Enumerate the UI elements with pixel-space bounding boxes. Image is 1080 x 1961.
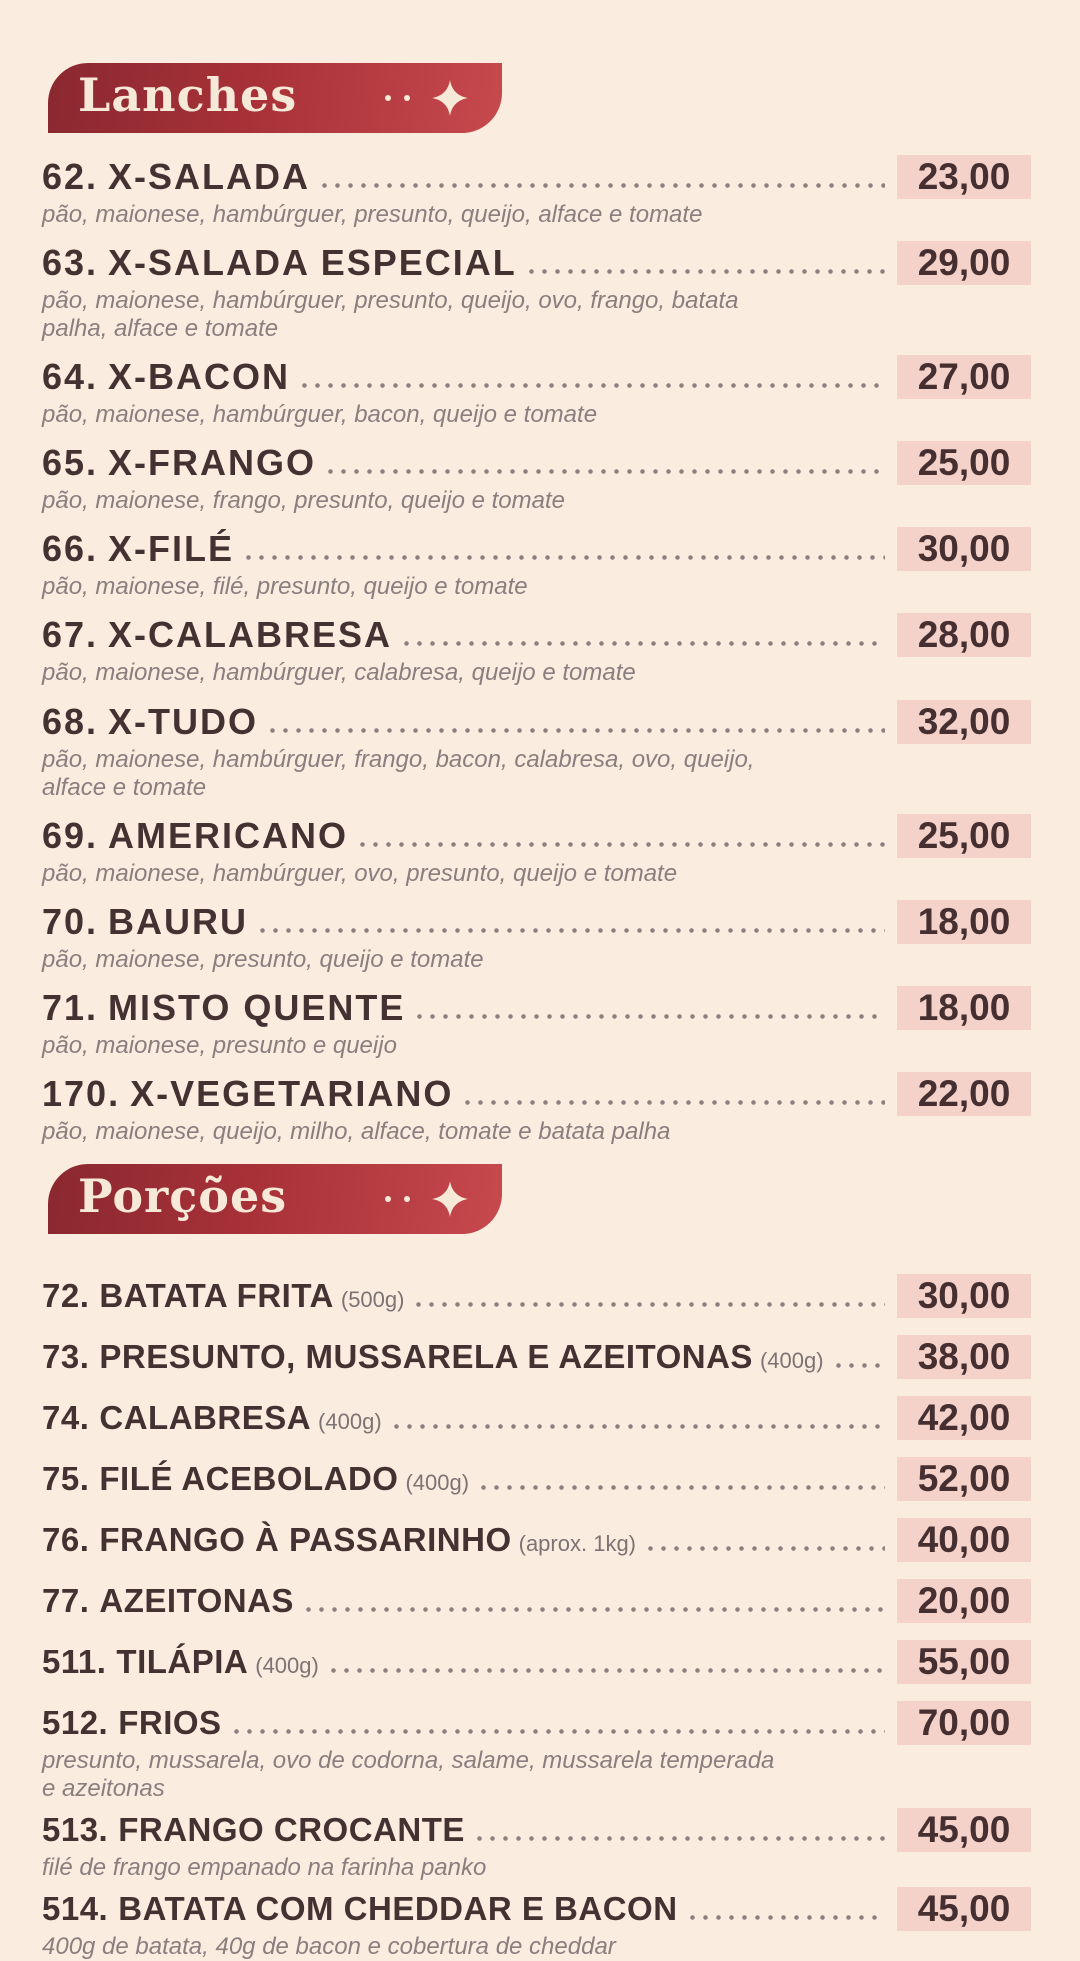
item-row	[42, 527, 1031, 571]
item-row	[42, 814, 1031, 858]
menu-item	[42, 1701, 1031, 1803]
sparkle-icon	[432, 80, 468, 116]
item-title	[42, 1643, 319, 1681]
dotted-leader	[525, 269, 885, 274]
price-badge: 38,00	[897, 1335, 1031, 1379]
item-number: 512.	[42, 1704, 109, 1742]
menu-item	[42, 441, 1031, 515]
item-title	[42, 1338, 824, 1376]
item-title	[42, 701, 258, 743]
item-description: pão, maionese, presunto e queijo	[42, 1031, 397, 1059]
section-title-porcoes: Porções	[78, 1169, 288, 1224]
price-badge: 22,00	[897, 1072, 1031, 1116]
item-number: 77.	[42, 1582, 90, 1620]
item-name: X-VEGETARIANO	[130, 1072, 454, 1114]
item-description: pão, maionese, filé, presunto, queijo e tomate	[42, 573, 528, 601]
item-row	[42, 355, 1031, 399]
item-title	[42, 1073, 453, 1115]
item-name: X-CALABRESA	[108, 614, 393, 656]
item-title	[42, 987, 405, 1029]
item-number: 76.	[42, 1521, 90, 1559]
item-description: pão, maionese, hambúrguer, calabresa, queijo e tomate	[42, 659, 636, 687]
item-row	[42, 1072, 1031, 1116]
item-number: 66.	[42, 528, 99, 570]
item-number: 67.	[42, 614, 99, 656]
price-badge: 30,00	[897, 1274, 1031, 1318]
item-name: X-SALADA	[108, 156, 311, 197]
item-name: BAURU	[108, 900, 249, 942]
dotted-leader	[256, 928, 885, 933]
item-number: 514.	[42, 1890, 109, 1928]
dotted-leader	[302, 1607, 885, 1612]
item-name: MISTO QUENTE	[108, 986, 406, 1028]
item-description: pão, maionese, presunto, queijo e tomate	[42, 945, 484, 973]
dotted-leader	[266, 728, 885, 733]
deco-dot-icon	[404, 95, 410, 101]
item-description: pão, maionese, hambúrguer, bacon, queijo e tomate	[42, 401, 598, 429]
section-title-lanches: Lanches	[78, 68, 298, 122]
menu-item	[42, 1579, 1031, 1623]
menu-item	[42, 700, 1031, 802]
menu-item	[42, 1808, 1031, 1882]
item-number: 70.	[42, 900, 99, 942]
item-title	[42, 528, 234, 570]
item-number: 68.	[42, 700, 99, 742]
item-title	[42, 901, 248, 943]
menu-item	[42, 986, 1031, 1060]
dotted-leader	[324, 469, 885, 474]
item-name: BATATA COM CHEDDAR E BACON	[118, 1890, 678, 1928]
item-title	[42, 442, 316, 484]
menu-item	[42, 355, 1031, 429]
item-row	[42, 1518, 1031, 1562]
item-title	[42, 1582, 294, 1620]
item-title	[42, 356, 290, 398]
item-name: AMERICANO	[108, 814, 349, 856]
item-name: X-SALADA ESPECIAL	[108, 242, 517, 284]
item-title	[42, 1521, 636, 1559]
menu-item	[42, 613, 1031, 687]
dotted-leader	[412, 1302, 885, 1307]
menu-item	[42, 1274, 1031, 1318]
item-weight-note: (400g)	[255, 1653, 319, 1679]
item-title	[42, 1890, 678, 1928]
item-number: 75.	[42, 1460, 90, 1498]
item-description: pão, maionese, hambúrguer, frango, bacon, calabresa, ovo, queijo, alface e tomate	[42, 745, 755, 801]
item-description: presunto, mussarela, ovo de codorna, salame, mussarela temperada e azeitonas	[42, 1747, 775, 1803]
item-name: X-BACON	[108, 356, 291, 398]
item-name: BATATA FRITA	[99, 1277, 334, 1315]
dotted-leader	[327, 1668, 885, 1673]
item-number: 513.	[42, 1811, 109, 1849]
price-badge: 45,00	[897, 1887, 1031, 1931]
item-row	[42, 1457, 1031, 1501]
menu-item	[42, 1887, 1031, 1961]
item-number: 63.	[42, 242, 99, 284]
dotted-leader	[644, 1546, 885, 1551]
item-name: PRESUNTO, MUSSARELA E AZEITONAS	[99, 1338, 753, 1376]
dotted-leader	[461, 1100, 885, 1105]
menu-item	[42, 1457, 1031, 1501]
dotted-leader	[832, 1363, 885, 1368]
menu-item	[42, 155, 1031, 229]
item-row	[42, 241, 1031, 285]
item-description: pão, maionese, hambúrguer, presunto, queijo, ovo, frango, batata palha, alface e tomate	[42, 287, 739, 343]
item-row	[42, 1335, 1031, 1379]
dotted-leader	[400, 641, 885, 646]
dotted-leader	[390, 1424, 885, 1429]
item-number: 73.	[42, 1338, 90, 1376]
item-title	[42, 242, 517, 284]
item-row	[42, 986, 1031, 1030]
item-title	[42, 1811, 465, 1849]
item-row	[42, 1579, 1031, 1623]
item-row	[42, 1701, 1031, 1745]
item-name: X-TUDO	[108, 700, 259, 742]
item-number: 74.	[42, 1399, 90, 1437]
item-list-lanches	[42, 155, 1031, 1146]
item-number: 72.	[42, 1277, 90, 1315]
dotted-leader	[242, 555, 885, 560]
item-name: TILÁPIA	[116, 1643, 249, 1681]
item-row	[42, 900, 1031, 944]
item-number: 62.	[42, 156, 99, 197]
item-number: 511.	[42, 1643, 107, 1681]
menu-item	[42, 900, 1031, 974]
item-description: pão, maionese, queijo, milho, alface, tomate e batata palha	[42, 1117, 671, 1145]
section-header-lanches	[48, 63, 502, 133]
item-name: FRANGO À PASSARINHO	[99, 1521, 512, 1559]
deco-dot-icon	[385, 1196, 391, 1202]
dotted-leader	[413, 1014, 885, 1019]
item-weight-note: (500g)	[340, 1287, 405, 1313]
dotted-leader	[298, 383, 885, 388]
menu-item	[42, 1396, 1031, 1440]
price-badge: 55,00	[897, 1640, 1031, 1684]
price-badge: 28,00	[897, 613, 1031, 657]
menu-item	[42, 1518, 1031, 1562]
item-description: 400g de batata, 40g de bacon e cobertura de cheddar	[42, 1933, 616, 1961]
item-description: filé de frango empanado na farinha panko	[42, 1854, 487, 1882]
item-number: 69.	[42, 814, 99, 856]
price-badge: 70,00	[897, 1701, 1031, 1745]
price-badge: 40,00	[897, 1518, 1031, 1562]
dotted-leader	[356, 842, 885, 847]
price-badge: 52,00	[897, 1457, 1031, 1501]
item-row	[42, 1396, 1031, 1440]
menu-item	[42, 1335, 1031, 1379]
item-row	[42, 1887, 1031, 1931]
price-badge: 18,00	[897, 900, 1031, 944]
price-badge: 25,00	[897, 814, 1031, 858]
item-name: FRANGO CROCANTE	[118, 1811, 465, 1849]
item-number: 170.	[42, 1072, 121, 1114]
price-badge: 27,00	[897, 355, 1031, 399]
item-list-porcoes	[42, 1274, 1031, 1961]
banner-decoration	[385, 80, 468, 116]
menu-item	[42, 527, 1031, 601]
item-description: pão, maionese, frango, presunto, queijo e tomate	[42, 487, 566, 515]
dotted-leader	[318, 183, 885, 188]
item-name: X-FRANGO	[108, 442, 317, 484]
dotted-leader	[477, 1485, 885, 1490]
banner-decoration	[385, 1181, 468, 1217]
price-badge: 25,00	[897, 441, 1031, 485]
item-number: 71.	[42, 986, 99, 1028]
item-row	[42, 700, 1031, 744]
sparkle-icon	[432, 1181, 468, 1217]
item-name: X-FILÉ	[108, 528, 235, 570]
menu-item	[42, 1072, 1031, 1146]
item-title	[42, 1460, 469, 1498]
item-title	[42, 1277, 404, 1315]
item-weight-note: (aprox. 1kg)	[518, 1531, 637, 1557]
price-badge: 29,00	[897, 241, 1031, 285]
item-title	[42, 1704, 222, 1742]
item-title	[42, 156, 310, 198]
item-number: 64.	[42, 356, 99, 398]
item-title	[42, 614, 392, 656]
price-badge: 45,00	[897, 1808, 1031, 1852]
section-lanches	[42, 63, 1031, 1146]
price-badge: 30,00	[897, 527, 1031, 571]
menu-item	[42, 814, 1031, 888]
item-description: pão, maionese, hambúrguer, ovo, presunto, queijo e tomate	[42, 859, 678, 887]
item-row	[42, 1274, 1031, 1318]
deco-dot-icon	[404, 1196, 410, 1202]
item-row	[42, 1808, 1031, 1852]
item-row	[42, 1640, 1031, 1684]
item-weight-note: (400g)	[318, 1409, 382, 1435]
item-description: pão, maionese, hambúrguer, presunto, queijo, alface e tomate	[42, 201, 703, 228]
menu-item	[42, 1640, 1031, 1684]
item-row	[42, 155, 1031, 199]
item-name: FRIOS	[118, 1704, 222, 1742]
price-badge: 18,00	[897, 986, 1031, 1030]
section-porcoes	[42, 1164, 1031, 1961]
item-title	[42, 1399, 382, 1437]
item-title	[42, 815, 348, 857]
dotted-leader	[473, 1836, 885, 1841]
item-row	[42, 613, 1031, 657]
item-name: AZEITONAS	[99, 1582, 294, 1620]
item-row	[42, 441, 1031, 485]
deco-dot-icon	[385, 95, 391, 101]
section-header-porcoes	[48, 1164, 502, 1234]
item-name: FILÉ ACEBOLADO	[99, 1460, 399, 1498]
dotted-leader	[230, 1729, 885, 1734]
price-badge: 42,00	[897, 1396, 1031, 1440]
price-badge: 23,00	[897, 155, 1031, 199]
price-badge: 20,00	[897, 1579, 1031, 1623]
item-name: CALABRESA	[99, 1399, 312, 1437]
item-weight-note: (400g)	[405, 1470, 470, 1496]
price-badge: 32,00	[897, 700, 1031, 744]
item-weight-note: (400g)	[759, 1348, 824, 1374]
menu-item	[42, 241, 1031, 343]
item-number: 65.	[42, 442, 99, 484]
